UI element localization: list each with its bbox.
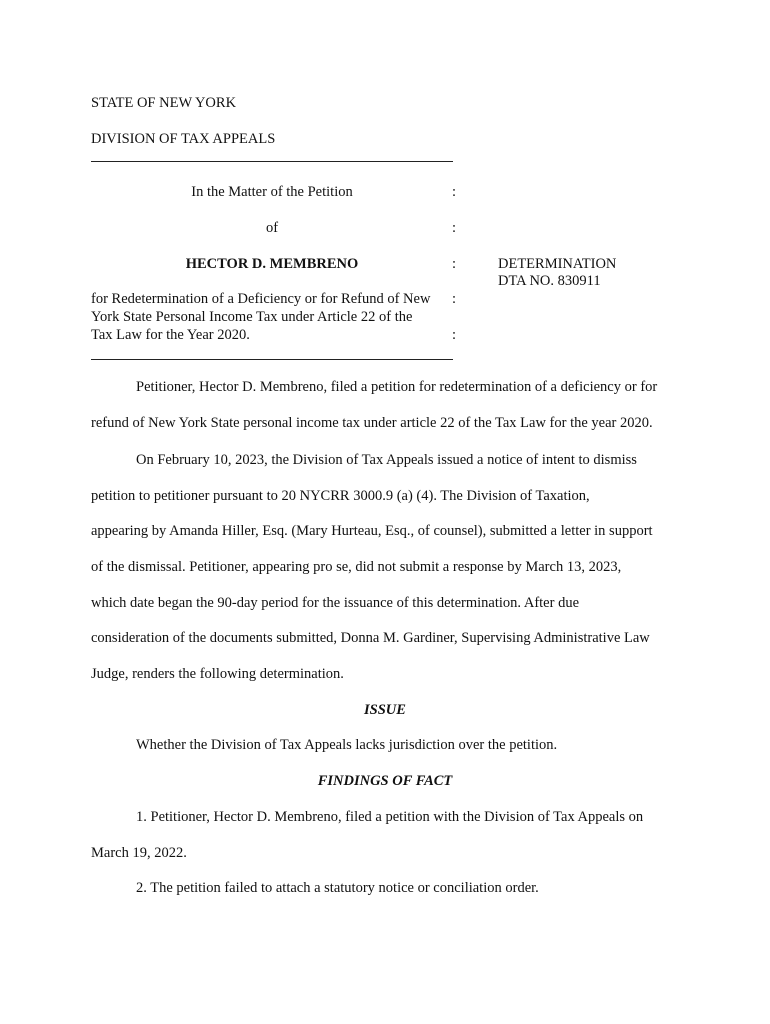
finding-2-line-1: 2. The petition failed to attach a statutory notice or conciliation order. [136,880,539,896]
body-line: Petitioner, Hector D. Membreno, filed a petition for redetermination of a deficiency or for [136,379,658,395]
state-header: STATE OF NEW YORK [91,95,237,111]
finding-1-line-2: March 19, 2022. [91,845,187,861]
body-line: appearing by Amanda Hiller, Esq. (Mary Hurteau, Esq., of counsel), submitted a letter in support [91,523,653,539]
dta-number: DTA NO. 830911 [498,273,601,289]
division-header: DIVISION OF TAX APPEALS [91,131,276,147]
caption-top-rule [91,161,453,162]
caption-of-line: of [265,220,279,236]
issue-text: Whether the Division of Tax Appeals lacks jurisdiction over the petition. [136,737,558,753]
caption-colon: : [452,291,457,307]
body-line: refund of New York State personal income tax under article 22 of the Tax Law for the year 2020. [91,415,653,431]
body-line: consideration of the documents submitted, Donna M. Gardiner, Supervising Administrative Law [91,630,650,646]
caption-matter-line: In the Matter of the Petition [191,184,353,200]
caption-purpose-line-1: for Redetermination of a Deficiency or for Refund of New [91,291,431,307]
caption-purpose-line-3: Tax Law for the Year 2020. [91,327,250,343]
finding-1-line-1: 1. Petitioner, Hector D. Membreno, filed a petition with the Division of Tax Appeals on [136,809,644,825]
caption-purpose-line-2: York State Personal Income Tax under Article 22 of the [91,309,413,325]
body-line: Judge, renders the following determination. [91,666,344,682]
body-line: On February 10, 2023, the Division of Tax Appeals issued a notice of intent to dismiss [136,452,637,468]
body-line: which date began the 90-day period for the issuance of this determination. After due [91,595,580,611]
section-heading-issue: ISSUE [364,702,406,718]
caption-colon: : [452,220,457,236]
body-line: petition to petitioner pursuant to 20 NYCRR 3000.9 (a) (4). The Division of Taxation, [91,488,590,504]
caption-colon: : [452,184,457,200]
caption-colon: : [452,256,457,272]
petitioner-name: HECTOR D. MEMBRENO [185,256,359,272]
body-line: of the dismissal. Petitioner, appearing pro se, did not submit a response by March 13, 2023, [91,559,622,575]
section-heading-findings: FINDINGS OF FACT [317,773,453,789]
caption-colon: : [452,327,457,343]
caption-bottom-rule [91,359,453,360]
determination-label: DETERMINATION [498,256,617,272]
